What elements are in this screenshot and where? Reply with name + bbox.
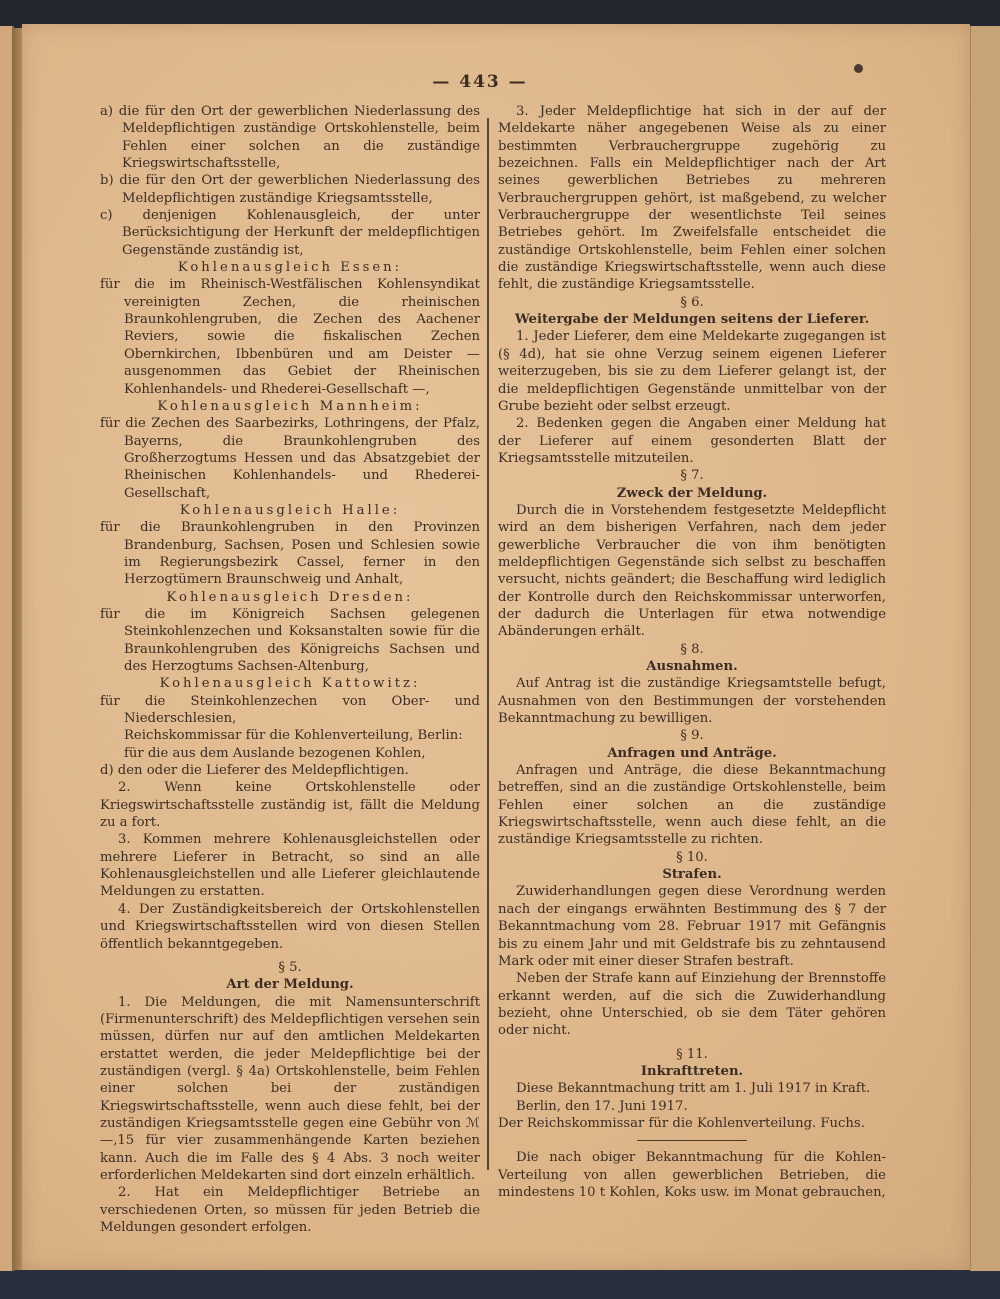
closing-paragraph: Die nach obiger Bekanntmachung für die Kohlen-Verteilung von allen gewerblichen Betrieben, die mindestens 10 t Kohlen, Koks usw. im Monat gebrauchen,: [498, 1150, 886, 1200]
section-5-paragraph-2: 2. Hat ein Meldepflichtiger Betriebe an verschiedenen Orten, so müssen für jeden Betrieb die Meldungen gesondert erfolgen.: [100, 1185, 480, 1235]
column-divider: [487, 118, 489, 1170]
section-10-paragraph-2: Neben der Strafe kann auf Einziehung der Brennstoffe erkannt werden, auf die sich die Zuwiderhandlung bezieht, ohne Unterschied, ob sie dem Täter gehören oder nicht.: [498, 971, 886, 1039]
section-10-title: Strafen.: [662, 867, 722, 883]
section-5-title: Art der Meldung.: [226, 977, 354, 993]
section-6-paragraph-1: 1. Jeder Lieferer, dem eine Meldekarte zugegangen ist (§ 4d), hat sie ohne Verzug seinem eigenen Lieferer weiterzugeben, bis sie zu dem Lieferer gelangt ist, der die meldepflichtigen Gegenstände unmittelbar von der Grube bezieht oder selbst erzeugt.: [498, 329, 886, 414]
section-10-number: § 10.: [676, 849, 708, 865]
section-5-number: § 5.: [278, 959, 302, 975]
region-heading-dresden: Kohlenausgleich Dresden:: [166, 589, 414, 605]
region-heading-essen: Kohlenausgleich Essen:: [177, 260, 403, 276]
section-5-paragraph-1: 1. Die Meldungen, die mit Namensunterschrift (Firmenunterschrift) des Meldepflichtigen versehen sein müssen, dürfen nur auf den amtlichen Meldekarten erstattet werden, die jeder Meldepflichtige bei der zuständigen (vergl. § 4a) Ortskohlenstelle, beim Fehlen einer solchen bei der zuständigen Kriegswirtschaftsstelle, wenn auch diese fehlt, bei der zuständigen Kriegsamtsstelle gegen eine Gebühr von ℳ —,15 für vier zusammenhängende Karten beziehen kann. Auch die im Falle des § 4 Abs. 3 noch weiter erforderlichen Meldekarten sind dort einzeln erhältlich.: [100, 994, 480, 1183]
list-item-d: d) den oder die Lieferer des Meldepflichtigen.: [100, 763, 409, 779]
region-text-kattowitz: für die Steinkohlenzechen von Ober- und Niederschlesien,: [100, 693, 480, 727]
section-8-title: Ausnahmen.: [646, 659, 738, 674]
region-text-halle: für die Braunkohlengruben in den Provinzen Brandenburg, Sachsen, Posen und Schlesien sowie im Regierungsbezirk Cassel, ferner in den Herzogtümern Braunschweig und Anhalt,: [100, 520, 480, 588]
section-7-title: Zweck der Meldung.: [616, 485, 768, 501]
signature: Der Reichskommissar für die Kohlenverteilung. Fuchs.: [498, 1115, 865, 1131]
section-11-number: § 11.: [676, 1046, 708, 1062]
reichskommissar-heading: Reichskommissar für die Kohlenverteilung, Berlin:: [124, 728, 463, 744]
region-heading-halle: Kohlenausgleich Halle:: [179, 502, 401, 518]
paragraph-4: 4. Der Zuständigkeitsbereich der Ortskohlenstellen und Kriegswirtschaftsstellen wird von diesen Stellen öffentlich bekanntgegeben.: [100, 901, 480, 952]
section-7-number: § 7.: [680, 468, 704, 484]
region-text-dresden: für die im Königreich Sachsen gelegenen Steinkohlenzechen und Koksanstalten sowie für die Braunkohlengruben des Königreichs Sachsen und des Herzogtums Sachsen-Altenburg,: [100, 606, 480, 674]
section-9-title: Anfragen und Anträge.: [607, 745, 777, 761]
region-heading-mannheim: Kohlenausgleich Mannheim:: [157, 398, 423, 414]
paragraph-3: 3. Kommen mehrere Kohlenausgleichstellen oder mehrere Lieferer in Betracht, so sind an alle Kohlenausgleichstellen und alle Lieferer gleichlautende Meldungen zu erstatten.: [100, 832, 480, 900]
section-10-paragraph-1: Zuwiderhandlungen gegen diese Verordnung werden nach der eingangs erwähnten Bestimmung des § 7 der Bekanntmachung vom 28. Februar 1917 mit Gefängnis bis zu einem Jahr und mit Geldstrafe bis zu zehntausend Mark oder mit einer dieser Strafen bestraft.: [498, 884, 886, 969]
section-9-paragraph-1: Anfragen und Anträge, die diese Bekanntmachung betreffen, sind an die zuständige Ortskohlenstelle, beim Fehlen einer solchen an die zuständige Kriegswirtschaftsstelle, wenn auch diese fehlt, an die zuständige Kriegsamtsstelle zu richten.: [498, 763, 886, 848]
section-7-paragraph-1: Durch die in Vorstehendem festgesetzte Meldepflicht wird an dem bisherigen Verfahren, nach dem jeder gewerbliche Verbraucher die von ihm benötigten meldepflichtigen Gegenstände sich selbst zu beschaffen versucht, nichts geändert; die Beschaffung wird lediglich der Kontrolle durch den Reichskommissar unterworfen, der dadurch die Unterlagen für etwa notwendige Abänderungen erhält.: [498, 502, 886, 640]
ink-dot-mark: [854, 64, 863, 73]
right-column: [498, 103, 886, 1201]
reichskommissar-text: für die aus dem Auslande bezogenen Kohlen,: [124, 745, 426, 761]
paragraph-2: 2. Wenn keine Ortskohlenstelle oder Kriegswirtschaftsstelle zuständig ist, fällt die Meldung zu a fort.: [100, 780, 480, 831]
section-6-title: Weitergabe der Meldungen seitens der Lieferer.: [514, 312, 870, 328]
section-11-paragraph-1: Diese Bekanntmachung tritt am 1. Juli 1917 in Kraft.: [516, 1081, 871, 1097]
section-9-number: § 9.: [680, 728, 704, 744]
region-text-essen: für die im Rheinisch-Westfälischen Kohlensyndikat vereinigten Zechen, die rheinischen Braunkohlengruben, die Zechen des Aachener Reviers, sowie die fiskalischen Zechen Obernkirchen, Ibbenbüren und am Deister — ausgenommen das Gebiet der Rheinischen Kohlenhandels- und Rhederei-Gesellschaft —,: [100, 277, 480, 397]
page-stack-edge: [970, 26, 1000, 1271]
separator-rule: [637, 1140, 747, 1141]
section-6-number: § 6.: [680, 294, 704, 310]
region-text-mannheim: für die Zechen des Saarbezirks, Lothringens, der Pfalz, Bayerns, die Braunkohlengruben des Großherzogtums Hessen und das Absatzgebiet der Rheinischen Kohlenhandels- und Rhederei-Gesellschaft,: [100, 416, 480, 501]
region-heading-kattowitz: Kohlenausgleich Kattowitz:: [159, 676, 421, 692]
book-gutter: [12, 28, 22, 1270]
list-item-c: c) denjenigen Kohlenausgleich, der unter Berücksichtigung der Herkunft der meldepflichtigen Gegenstände zuständig ist,: [100, 208, 480, 258]
left-column: [100, 103, 480, 1236]
background-bottom: [0, 1268, 1000, 1299]
paragraph-3-consumer-group: 3. Jeder Meldepflichtige hat sich in der auf der Meldekarte näher angegebenen Weise als zu einer bestimmten Verbrauchergruppe zugehörig zu bezeichnen. Falls ein Meldepflichtiger nach der Art seines gewerblichen Betriebes zu mehreren Verbrauchergruppen gehört, ist maßgebend, zu welcher Verbrauchergruppe der wesentlichste Teil seines Betriebes gehört. Im Zweifelsfalle entscheidet die zuständige Ortskohlenstelle, beim Fehlen einer solchen die zuständige Kriegswirtschaftsstelle, wenn auch diese fehlt, die zuständige Kriegsamtsstelle.: [498, 104, 886, 293]
list-item-b: b) die für den Ort der gewerblichen Niederlassung des Meldepflichtigen zuständige Kriegsamtsstelle,: [100, 173, 480, 206]
place-and-date: Berlin, den 17. Juni 1917.: [516, 1098, 688, 1114]
section-11-title: Inkrafttreten.: [640, 1063, 744, 1079]
section-8-number: § 8.: [680, 641, 704, 657]
page-number: — 443 —: [432, 72, 528, 92]
section-6-paragraph-2: 2. Bedenken gegen die Angaben einer Meldung hat der Lieferer auf einem gesonderten Blatt der Kriegsamtsstelle mitzuteilen.: [498, 416, 886, 466]
list-item-a: a) die für den Ort der gewerblichen Niederlassung des Meldepflichtigen zuständige Ortskohlenstelle, beim Fehlen einer solchen an die zuständige Kriegswirtschaftsstelle,: [100, 104, 480, 172]
section-8-paragraph-1: Auf Antrag ist die zuständige Kriegsamtstelle befugt, Ausnahmen von den Bestimmungen der vorstehenden Bekanntmachung zu bewilligen.: [498, 676, 886, 727]
